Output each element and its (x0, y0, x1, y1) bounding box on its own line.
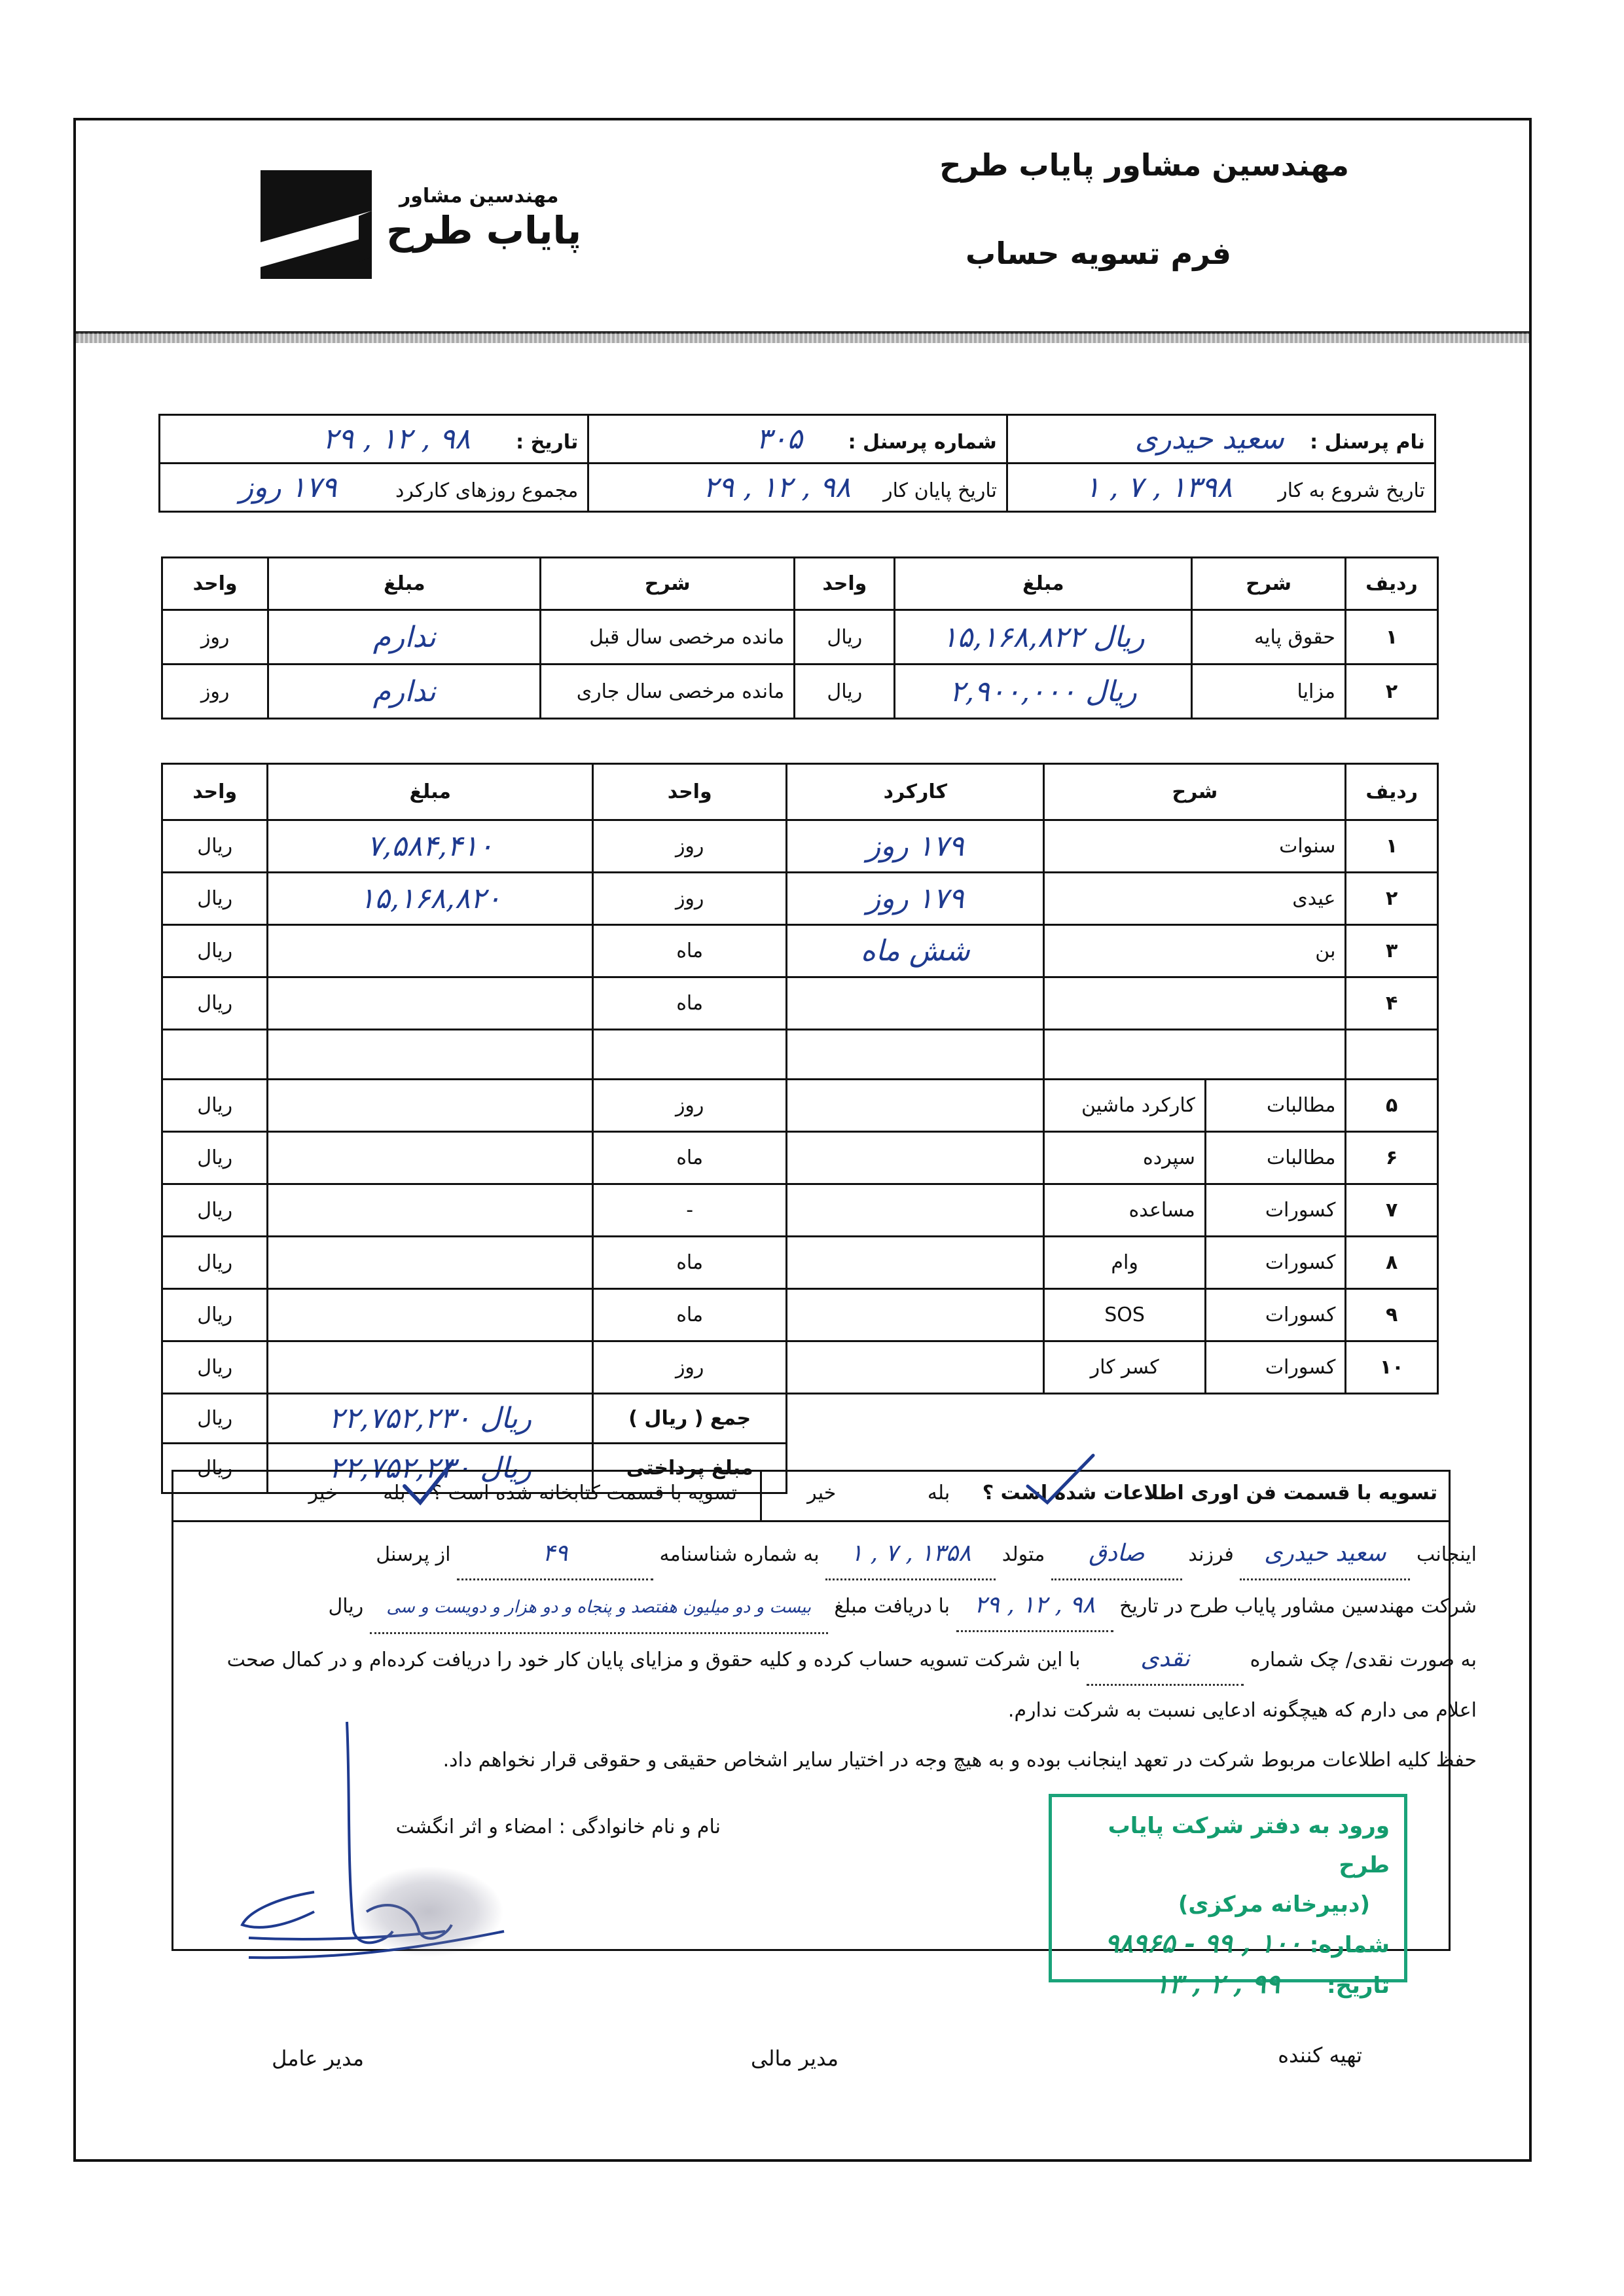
logo-text-small: مهندسین مشاور (399, 185, 559, 208)
settle-row-number: ۲ (1346, 873, 1438, 925)
settle-row-unit2: ریال (162, 1184, 268, 1237)
salary-row-amount2: ندارم (268, 610, 541, 665)
salary-row-unit: ریال (795, 610, 895, 665)
table-row (162, 873, 1438, 925)
settle-row-number: ۷ (1346, 1184, 1438, 1237)
settle-row-work (787, 1289, 1044, 1341)
declarant-name-field[interactable]: سعید حیدری (1240, 1529, 1410, 1580)
company-logo-icon (261, 170, 372, 279)
salary-row-amount: ریال ۲,۹۰۰,۰۰۰ (895, 665, 1192, 719)
settle-row-amount (268, 1132, 593, 1184)
settle-row-unit2: ریال (162, 1132, 268, 1184)
settle-row-unit: ماه (593, 1132, 787, 1184)
settle-row-work (787, 1237, 1044, 1289)
settle-row-work (787, 1030, 1044, 1080)
settle-row-unit2: ریال (162, 1080, 268, 1132)
settle-row-work: ۱۷۹ روز (787, 820, 1044, 873)
end-date-value: ۹۸ , ۱۲ , ۲۹ (702, 471, 851, 504)
form-date-cell (160, 415, 588, 464)
settle-header-amount: مبلغ (268, 764, 593, 820)
personnel-name-value: سعید حیدری (1134, 422, 1284, 456)
settle-row-unit: روز (593, 1080, 787, 1132)
settle-row-amount (268, 977, 593, 1030)
salary-row-unit2: روز (162, 610, 268, 665)
personnel-name-label: نام پرسنل : (1310, 431, 1425, 454)
stamp-date-value: ۹۹ , ۲ , ۱۳ (1155, 1969, 1280, 1999)
settle-row-subitem: کارکرد ماشین (1044, 1080, 1206, 1132)
settle-row-work (787, 977, 1044, 1030)
settle-row-number: ۹ (1346, 1289, 1438, 1341)
table-row (162, 1080, 1438, 1132)
settle-row-amount (268, 1237, 593, 1289)
settlement-date-field[interactable]: ۹۸ , ۱۲ , ۲۹ (956, 1580, 1113, 1632)
total-unit: ریال (162, 1394, 268, 1444)
salary-row-desc: مزایا (1192, 665, 1346, 719)
library-check-icon (399, 1457, 458, 1509)
birth-date-field[interactable]: ۱۳۵۸ , ۷ , ۱ (825, 1529, 996, 1580)
stamp-number-label: شماره: (1309, 1932, 1390, 1958)
settle-row-unit2: ریال (162, 873, 268, 925)
settle-row-number (1346, 1030, 1438, 1080)
ceo-label: مدیر عامل (272, 2046, 364, 2071)
tech-yes-option[interactable]: بله (927, 1482, 950, 1504)
settle-row-subitem: کسر کار (1044, 1341, 1206, 1394)
settle-row-unit: روز (593, 873, 787, 925)
settle-row-amount (268, 1184, 593, 1237)
table-row (162, 1030, 1438, 1080)
end-date-cell (588, 464, 1007, 512)
settle-row-amount (268, 1289, 593, 1341)
settle-row-unit2: ریال (162, 1237, 268, 1289)
table-row (162, 820, 1438, 873)
settle-row-subitem: وام (1044, 1237, 1206, 1289)
company-title: مهندسین مشاور پایاب طرح (939, 147, 1349, 183)
settle-row-desc (1044, 977, 1346, 1030)
salary-row-unit: ریال (795, 665, 895, 719)
settle-header-unit2: واحد (162, 764, 268, 820)
settle-header-desc: شرح (1044, 764, 1346, 820)
settle-row-work: ۱۷۹ روز (787, 873, 1044, 925)
logo-text-large: پایاب طرح (386, 208, 582, 253)
settle-row-amount (268, 1080, 593, 1132)
settle-row-desc (1044, 1030, 1346, 1080)
start-date-label: تاریخ شروع به کار (1278, 479, 1425, 502)
salary-header-unit: واحد (795, 558, 895, 610)
fingerprint-icon (353, 1866, 504, 1958)
settle-row-category: کسورات (1205, 1289, 1346, 1341)
id-number-field[interactable]: ۴۹ (457, 1529, 653, 1580)
settle-row-work (787, 1132, 1044, 1184)
settle-row-number: ۸ (1346, 1237, 1438, 1289)
settle-row-unit2 (162, 1030, 268, 1080)
amount-in-words-field[interactable]: بیست و دو میلیون هفتصد و پنجاه و دو هزار و دویست و سی (370, 1582, 828, 1634)
settle-row-amount (268, 1341, 593, 1394)
settle-row-number: ۱۰ (1346, 1341, 1438, 1394)
settle-row-category: مطالبات (1205, 1132, 1346, 1184)
header-divider-band (76, 333, 1529, 343)
salary-header-desc: شرح (1192, 558, 1346, 610)
settle-row-amount (268, 1030, 593, 1080)
tech-question: تسویه با قسمت فن اوری اطلاعات شده است ؟ بله خیر (807, 1482, 1437, 1504)
declaration-line-1: اینجانب سعید حیدری فرزند صادق متولد ۱۳۵۸ , ۷ , ۱ به شماره شناسنامه ۴۹ از پرسنل (181, 1529, 1477, 1580)
settle-row-desc: سنوات (1044, 820, 1346, 873)
personnel-number-label: شماره پرسنل : (848, 431, 997, 454)
salary-table (161, 556, 1439, 720)
personnel-number-cell (588, 415, 1007, 464)
salary-header-row: ردیف (1345, 558, 1437, 610)
settle-row-unit2: ریال (162, 925, 268, 977)
settle-row-desc: بن (1044, 925, 1346, 977)
payment-unit: ریال (162, 1444, 268, 1493)
settle-row-unit: - (593, 1184, 787, 1237)
office-stamp (1049, 1794, 1407, 1999)
settle-row-subitem: سپرده (1044, 1132, 1206, 1184)
settle-row-unit2: ریال (162, 1289, 268, 1341)
stamp-date-label: تاریخ: (1327, 1973, 1390, 1999)
work-days-value: ۱۷۹ روز (239, 471, 337, 504)
settle-row-unit: روز (593, 1341, 787, 1394)
father-name-field[interactable]: صادق (1051, 1529, 1182, 1580)
end-date-label: تاریخ پایان کار (883, 479, 997, 502)
personnel-number-value: ۳۰۵ (756, 422, 803, 456)
table-row (162, 1289, 1438, 1341)
settle-row-unit: ماه (593, 977, 787, 1030)
stamp-number-value: ۱۰۰ , ۹۹ - ۹۸۹۶۵ (1104, 1928, 1302, 1959)
stamp-number-row (1066, 1924, 1390, 1965)
salary-row-number: ۱ (1345, 610, 1437, 665)
salary-row-desc2: مانده مرخصی سال جاری (541, 665, 795, 719)
library-yes-option[interactable]: بله (383, 1482, 406, 1504)
table-row (162, 1237, 1438, 1289)
settle-row-unit2: ریال (162, 977, 268, 1030)
start-date-value: ۱۳۹۸ , ۷ , ۱ (1084, 471, 1233, 504)
personnel-table (158, 414, 1436, 513)
stamp-line-2: (دبیرخانه مرکزی) (1178, 1891, 1370, 1918)
salary-header-desc2: شرح (541, 558, 795, 610)
settle-row-amount: ۷,۵۸۴,۴۱۰ (268, 820, 593, 873)
settlement-table (161, 763, 1439, 1494)
settle-header-work: کارکرد (787, 764, 1044, 820)
settle-header-row: ردیف (1346, 764, 1438, 820)
salary-row-desc: حقوق پایه (1192, 610, 1346, 665)
settle-row-work (787, 1341, 1044, 1394)
work-days-label: مجموع روزهای کارکرد (395, 479, 579, 502)
settle-row-amount (268, 925, 593, 977)
table-row (162, 610, 1438, 665)
table-row (162, 1132, 1438, 1184)
form-date-value: ۹۸ , ۱۲ , ۲۹ (322, 422, 471, 456)
table-row (162, 1394, 1438, 1444)
settle-row-number: ۵ (1346, 1080, 1438, 1132)
settle-row-amount: ۱۵,۱۶۸,۸۲۰ (268, 873, 593, 925)
settle-row-work: شش ماه (787, 925, 1044, 977)
form-title: فرم تسویه حساب (965, 236, 1231, 271)
settle-row-subitem: SOS (1044, 1289, 1206, 1341)
table-row (162, 925, 1438, 977)
tech-no-option[interactable]: خیر (807, 1482, 837, 1504)
settle-row-number: ۱ (1346, 820, 1438, 873)
declaration-line-4: اعلام می دارم که هیچگونه ادعایی نسبت به شرکت ندارم. (1007, 1699, 1477, 1722)
settle-row-unit (593, 1030, 787, 1080)
salary-row-number: ۲ (1345, 665, 1437, 719)
settle-row-work (787, 1184, 1044, 1237)
table-row (162, 977, 1438, 1030)
settle-row-subitem: مساعده (1044, 1184, 1206, 1237)
cheque-number-field[interactable]: نقدی (1087, 1634, 1244, 1686)
signature-label: نام و نام خانوادگی : امضاء و اثر انگشت (395, 1815, 721, 1838)
declaration-line-2: شرکت مهندسین مشاور پایاب طرح در تاریخ ۹۸ , ۱۲ , ۲۹ با دریافت مبلغ بیست و دو میلیون هفتصد و پنجاه و دو هزار و دویست و سی ریال (181, 1580, 1477, 1634)
salary-row-amount2: ندارم (268, 665, 541, 719)
payment-value: ریال ۲۲,۷۵۲,۲۳۰ (268, 1444, 593, 1493)
settle-row-category: مطالبات (1205, 1080, 1346, 1132)
start-date-cell (1007, 464, 1435, 512)
salary-header-unit2: واحد (162, 558, 268, 610)
salary-row-desc2: مانده مرخصی سال قبل (541, 610, 795, 665)
stamp-date-row (1066, 1965, 1390, 2005)
stamp-line-1: ورود به دفتر شرکت پایاب طرح (1108, 1813, 1390, 1878)
salary-row-unit2: روز (162, 665, 268, 719)
salary-header-amount: مبلغ (895, 558, 1192, 610)
settle-row-category: کسورات (1205, 1341, 1346, 1394)
total-label: جمع ( ریال ) (593, 1394, 787, 1444)
finance-manager-label: مدیر مالی (751, 2046, 839, 2071)
salary-row-amount: ریال ۱۵,۱۶۸,۸۲۲ (895, 610, 1192, 665)
settle-row-number: ۴ (1346, 977, 1438, 1030)
form-date-label: تاریخ : (516, 431, 579, 454)
settle-row-unit2: ریال (162, 1341, 268, 1394)
settle-row-unit: روز (593, 820, 787, 873)
personnel-name-cell (1007, 415, 1435, 464)
settle-row-category: کسورات (1205, 1184, 1346, 1237)
question-row (171, 1470, 1451, 1522)
settle-row-unit: ماه (593, 925, 787, 977)
table-row (162, 1341, 1438, 1394)
preparer-label: تهیه کننده (1278, 2043, 1362, 2068)
settle-row-unit2: ریال (162, 820, 268, 873)
salary-header-amount2: مبلغ (268, 558, 541, 610)
table-row (162, 1184, 1438, 1237)
library-question: تسویه با قسمت کتابخانه شده است ؟ بله خیر (308, 1482, 737, 1504)
declaration-line-5: حفظ کلیه اطلاعات مربوط شرکت در تعهد اینجانب بوده و به هیچ وجه در اختیار سایر اشخاص حقیقی و حقوقی قرار نخواهم داد. (442, 1749, 1477, 1772)
total-value: ریال ۲۲,۷۵۲,۲۳۰ (268, 1394, 593, 1444)
settle-row-work (787, 1080, 1044, 1132)
table-row (162, 665, 1438, 719)
library-no-option[interactable]: خیر (308, 1482, 338, 1504)
settle-row-number: ۶ (1346, 1132, 1438, 1184)
settle-row-category: کسورات (1205, 1237, 1346, 1289)
settle-row-unit: ماه (593, 1289, 787, 1341)
settle-row-number: ۳ (1346, 925, 1438, 977)
settle-row-desc: عیدی (1044, 873, 1346, 925)
declaration-line-3: به صورت نقدی/ چک شماره نقدی با این شرکت تسویه حساب کرده و کلیه حقوق و مزایای پایان کار خود را دریافت کرده‌ام و در کمال صحت (181, 1634, 1477, 1686)
work-days-cell (160, 464, 588, 512)
settle-row-unit: ماه (593, 1237, 787, 1289)
settle-header-unit: واحد (593, 764, 787, 820)
tech-check-icon (1021, 1450, 1100, 1509)
payment-label: مبلغ پرداختی (593, 1444, 787, 1493)
